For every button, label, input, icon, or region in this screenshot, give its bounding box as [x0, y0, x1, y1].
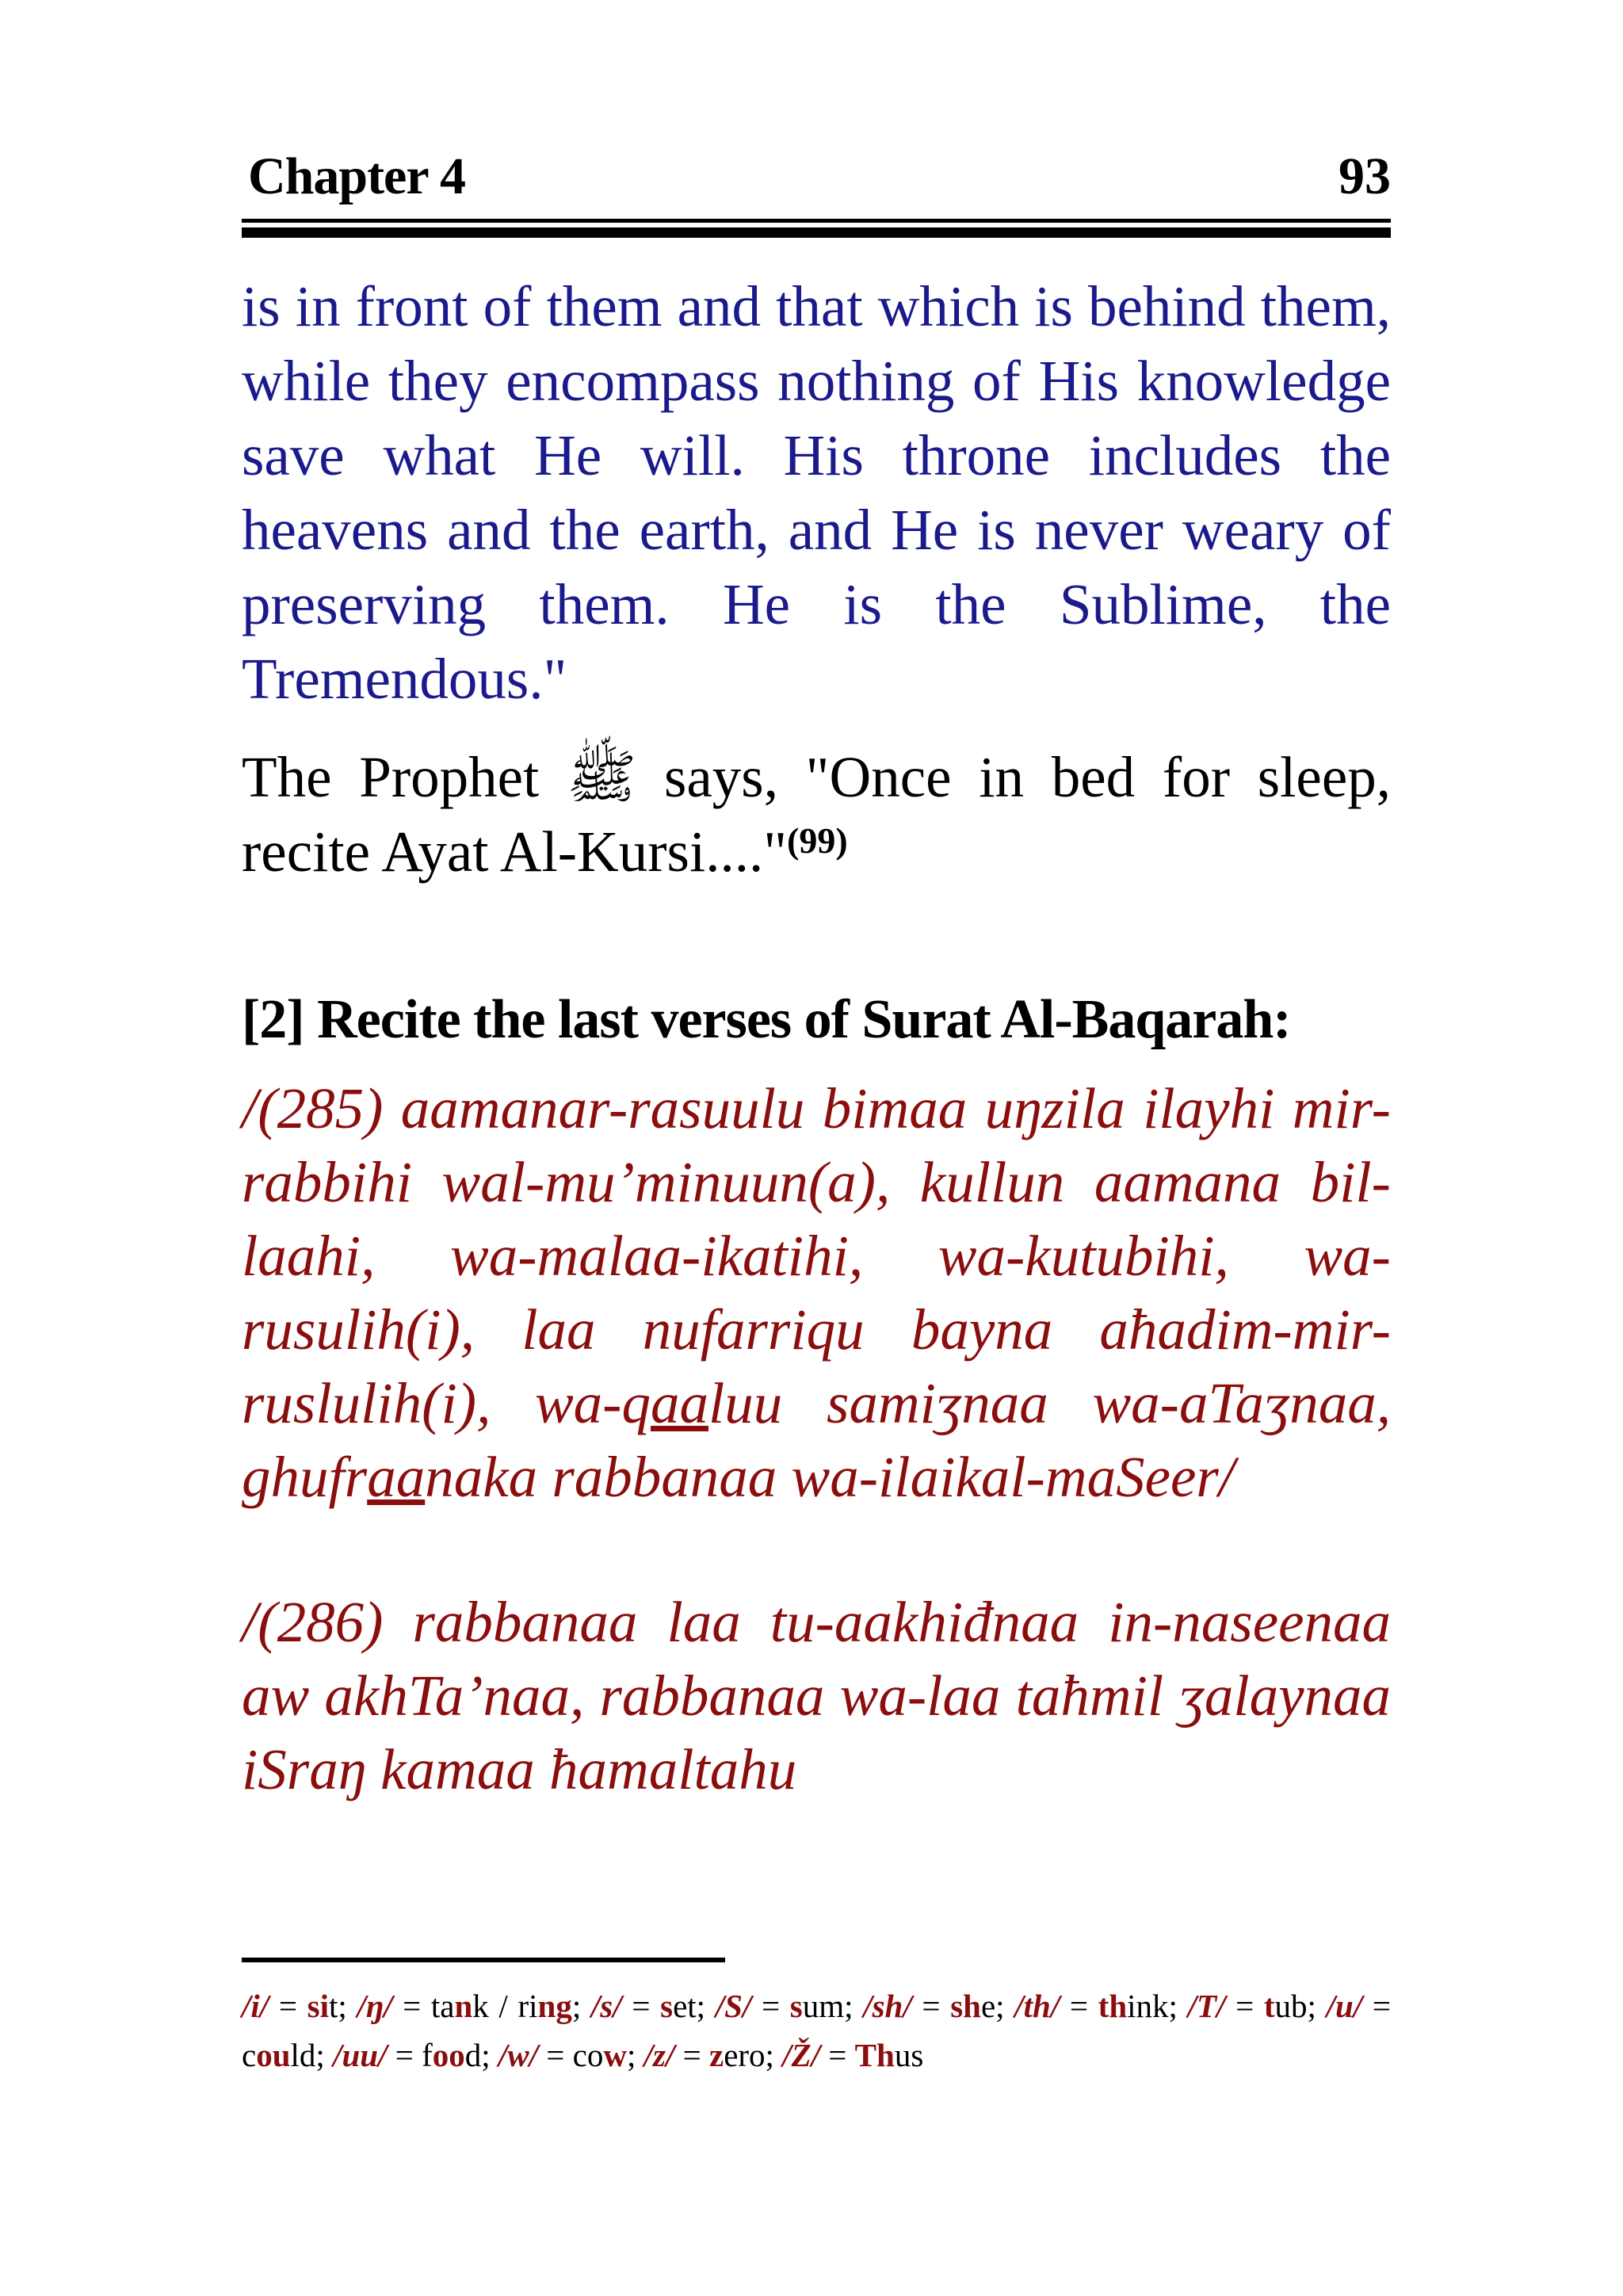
footnote-key-equals: =	[392, 1988, 431, 2024]
footnote-key-symbol: /S/	[715, 1988, 752, 2024]
footnote-key-word-end: k / ri	[472, 1988, 538, 2024]
footnote-key-equals: =	[751, 1988, 790, 2024]
footnote-key-word-start: c	[242, 2037, 257, 2073]
footnote-key-highlight: sh	[950, 1988, 981, 2024]
translit-285-underlined-2: aa	[367, 1445, 426, 1509]
footnote-key-highlight: th	[1098, 1988, 1128, 2024]
translit-285-part1: /(285) aamanar-rasuulu bimaa uŋzila ilayhi mir-rabbihi wal-mu’minuun(a), kullun aamana bil-laahi, wa-malaa-ikatihi, wa-kutubihi, wa-rusulih(i), laa nufarriqu bayna aħadim-mir- ruslulih(i), wa-q	[242, 1076, 1391, 1435]
footnote-key-symbol: /s/	[590, 1988, 622, 2024]
footnote-key-equals: =	[1225, 1988, 1264, 2024]
footnote-key-equals: =	[269, 1988, 307, 2024]
footnote-key-highlight: s	[789, 1988, 803, 2024]
footnote-key-symbol: /z/	[643, 2037, 675, 2073]
footnote-key-word-end: us	[894, 2037, 924, 2073]
footnote-key-symbol: /Ž/	[782, 2037, 821, 2073]
hadith-text: The Prophet ﷺ says, "Once in bed for sleep, recite Ayat Al-Kursi...."	[242, 745, 1391, 884]
translit-285-part3: naka rabbanaa wa-ilaikal-maSeer/	[425, 1445, 1235, 1509]
footnote-key-highlight: oo	[432, 2037, 465, 2073]
chapter-title: Chapter 4	[248, 147, 465, 205]
footnote-rule	[242, 1958, 725, 1962]
footnote-key-word-end: um;	[802, 1988, 864, 2024]
quran-translation-paragraph: is in front of them and that which is behind them, while they encompass nothing of His knowledge save what He will. His throne includes the heavens and the earth, and He is never weary of preserving them. He is the Sublime, the Tremendous."	[242, 274, 1391, 711]
footnote-key-symbol: /th/	[1014, 1988, 1060, 2024]
footnote-key-symbol: /sh/	[863, 1988, 912, 2024]
footnote-key-word-end: ld;	[290, 2037, 334, 2073]
footnote-key-equals: =	[538, 2037, 573, 2073]
footnote-key-highlight: Th	[854, 2037, 895, 2073]
footnote-key-equals: =	[820, 2037, 855, 2073]
footnote-key-highlight: n	[454, 1988, 473, 2024]
footnote-key-symbol: /ŋ/	[357, 1988, 393, 2024]
header-rule-thin	[242, 219, 1391, 223]
footnote-key-word-end: et;	[673, 1988, 716, 2024]
footnote-key-equals: =	[621, 1988, 661, 2024]
footnote-key-word-start: f	[422, 2037, 433, 2073]
footnote-key-word-end: ero;	[724, 2037, 783, 2073]
transliteration-verse-286: /(286) rabbanaa laa tu-aakhiđnaa in-naseenaa aw akhTa’naa, rabbanaa wa-laa taħmil ʒalaynaa iSraŋ kamaa ħamaltahu	[242, 1590, 1391, 1801]
footnote-key-entry	[242, 1988, 357, 2024]
transliteration-verse-285	[242, 1072, 1391, 1514]
footnote-key-entry	[782, 2037, 923, 2073]
page-number: 93	[1338, 147, 1391, 205]
footnote-key-equals: =	[911, 1988, 951, 2024]
footnote-key-symbol: /u/	[1326, 1988, 1363, 2024]
footnote-key-entry	[716, 1988, 863, 2024]
footnote-key-entry	[333, 2037, 498, 2073]
footnote-key-word-end: d;	[464, 2037, 498, 2073]
footnote-key-word-end: ;	[571, 1988, 591, 2024]
footnote-key-word-end: ink;	[1127, 1988, 1188, 2024]
footnote-key-entry	[1188, 1988, 1327, 2024]
footnote-key-word-end: e;	[980, 1988, 1015, 2024]
footnote-reference: (99)	[787, 820, 848, 861]
footnote-key-symbol: /uu/	[333, 2037, 388, 2073]
translit-285-part2: luu samiʒnaa wa-aTaʒnaa, ghufr	[242, 1371, 1391, 1509]
footnote-key-highlight: t	[1263, 1988, 1275, 2024]
page-header	[242, 147, 1391, 210]
footnote-key-entry	[1014, 1988, 1187, 2024]
translit-285-underlined-1: aa	[651, 1371, 708, 1435]
footnote-key-equals: =	[674, 2037, 709, 2073]
footnote-key-equals: =	[387, 2037, 422, 2073]
footnote-key-word-end: t;	[329, 1988, 357, 2024]
footnote-key-symbol: /i/	[242, 1988, 269, 2024]
section-heading: [2] Recite the last verses of Surat Al-Baqarah:	[242, 989, 1291, 1050]
footnote-pronunciation-key	[242, 1981, 1391, 2080]
footnote-key-symbol: /T/	[1187, 1988, 1226, 2024]
footnote-key-symbol: /w/	[498, 2037, 539, 2073]
page-body	[242, 269, 1391, 1806]
footnote-key-entry	[498, 2037, 644, 2073]
footnote-key-word-end: ub;	[1274, 1988, 1327, 2024]
footnote-key-equals: =	[1060, 1988, 1098, 2024]
header-rule-thick	[242, 227, 1391, 238]
footnote-key-highlight: s	[660, 1988, 674, 2024]
footnote-key-highlight: si	[307, 1988, 329, 2024]
footnote-key-entry	[357, 1988, 537, 2024]
footnote-key-highlight: w	[603, 2037, 627, 2073]
footnote-key-highlight: ou	[256, 2037, 291, 2073]
footnote-key-word-end: ;	[626, 2037, 644, 2073]
footnote-key-entry	[863, 1988, 1014, 2024]
hadith-paragraph	[242, 740, 1391, 889]
footnote-key-word-start: ta	[430, 1988, 455, 2024]
footnote-key-highlight: ng	[537, 1988, 572, 2024]
footnote-key-equals: =	[1362, 1988, 1391, 2024]
footnote-key-highlight: z	[709, 2037, 724, 2073]
footnote-key-word-start: co	[572, 2037, 604, 2073]
footnote-key-entry	[591, 1988, 716, 2024]
footnote-key-entry	[644, 2037, 783, 2073]
footnote-key-entry	[538, 1988, 591, 2024]
